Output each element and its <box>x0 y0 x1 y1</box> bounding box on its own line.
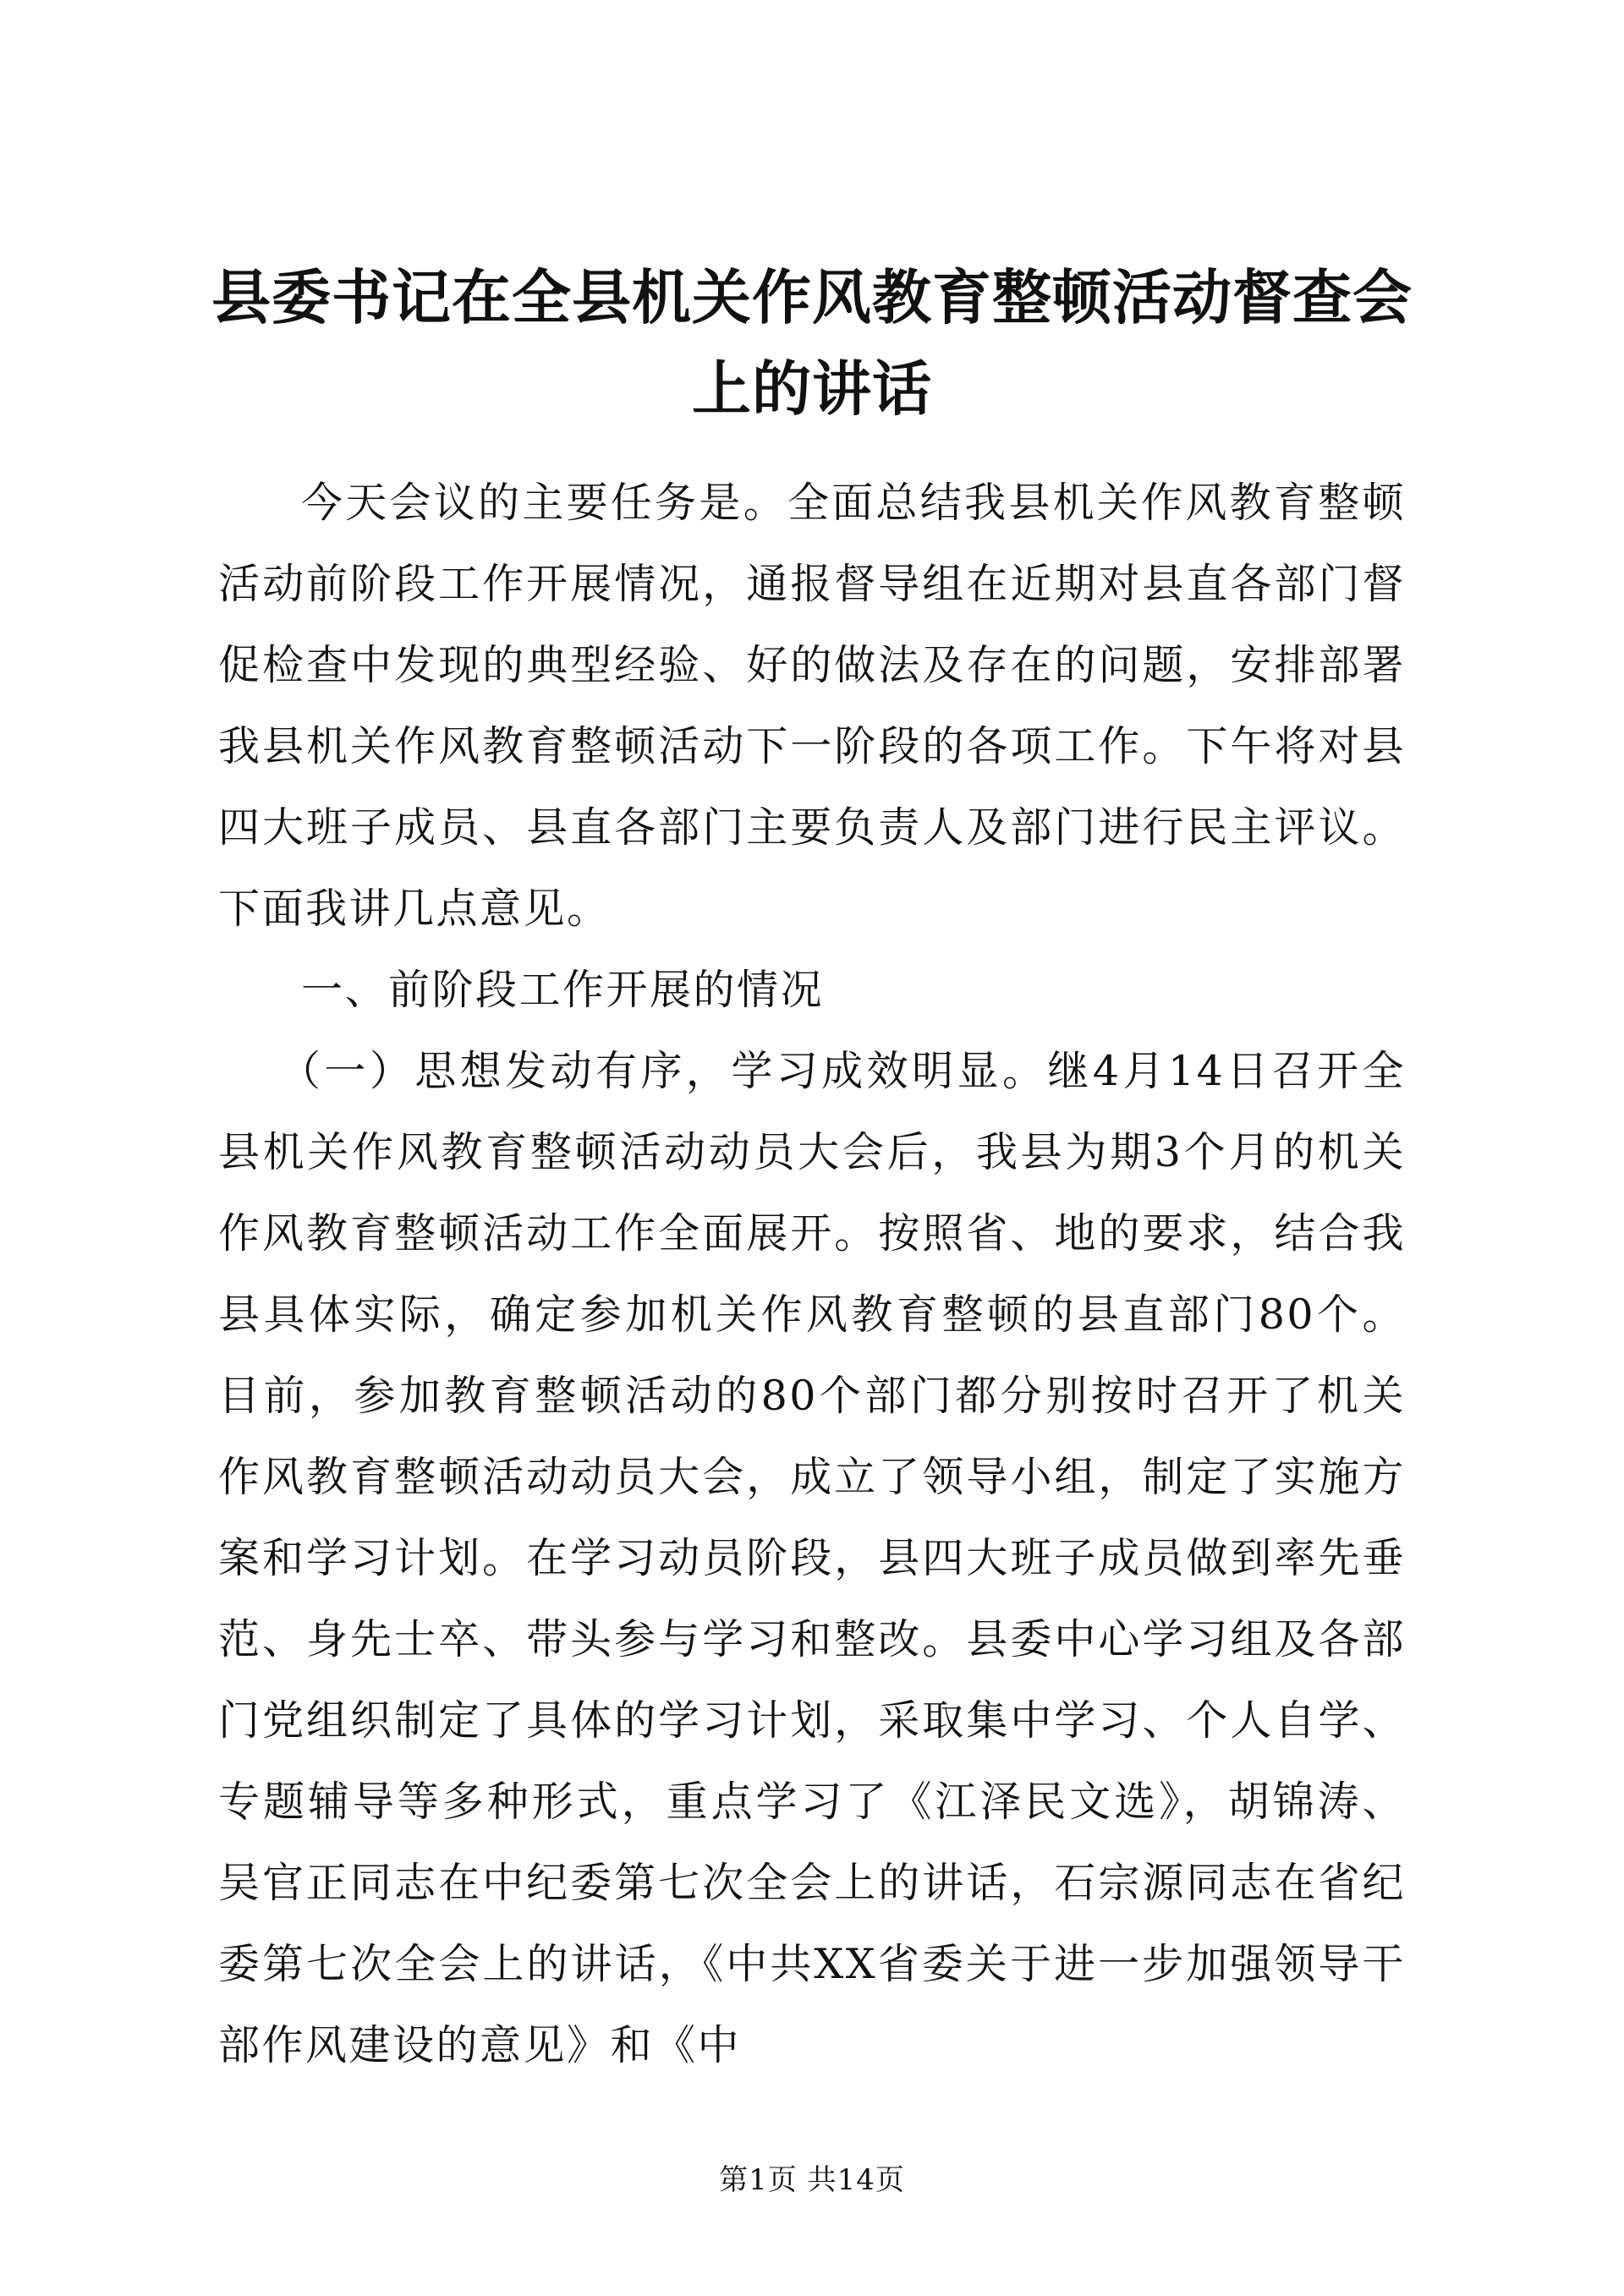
document-body <box>218 463 1406 2086</box>
paragraph-intro: 今天会议的主要任务是。全面总结我县机关作风教育整顿活动前阶段工作开展情况，通报督导组在近期对县直各部门督促检查中发现的典型经验、好的做法及存在的问题，安排部署我县机关作风教育整顿活动下一阶段的各项工作。下午将对县四大班子成员、县直各部门主要负责人及部门进行民主评议。下面我讲几点意见。 <box>218 479 1406 933</box>
paragraph-subsection-1: （一）思想发动有序，学习成效明显。继4月14日召开全县机关作风教育整顿活动动员大会后，我县为期3个月的机关作风教育整顿活动工作全面展开。按照省、地的要求，结合我县具体实际，确定参加机关作风教育整顿的县直部门80个。目前，参加教育整顿活动的80个部门都分别按时召开了机关作风教育整顿活动动员大会，成立了领导小组，制定了实施方案和学习计划。在学习动员阶段，县四大班子成员做到率先垂范、身先士卒、带头参与学习和整改。县委中心学习组及各部门党组织制定了具体的学习计划，采取集中学习、个人自学、专题辅导等多种形式，重点学习了《江泽民文选》，胡锦涛、吴官正同志在中纪委第七次全会上的讲话，石宗源同志在省纪委第七次全会上的讲话，《中共XX省委关于进一步加强领导干部作风建设的意见》和《中 <box>218 1047 1406 2069</box>
page-number-footer: 第1页 共14页 <box>719 2163 905 2197</box>
document-title: 县委书记在全县机关作风教育整顿活动督查会上的讲话 <box>211 262 1413 424</box>
section-heading-1: 一、前阶段工作开展的情况 <box>301 966 825 1014</box>
